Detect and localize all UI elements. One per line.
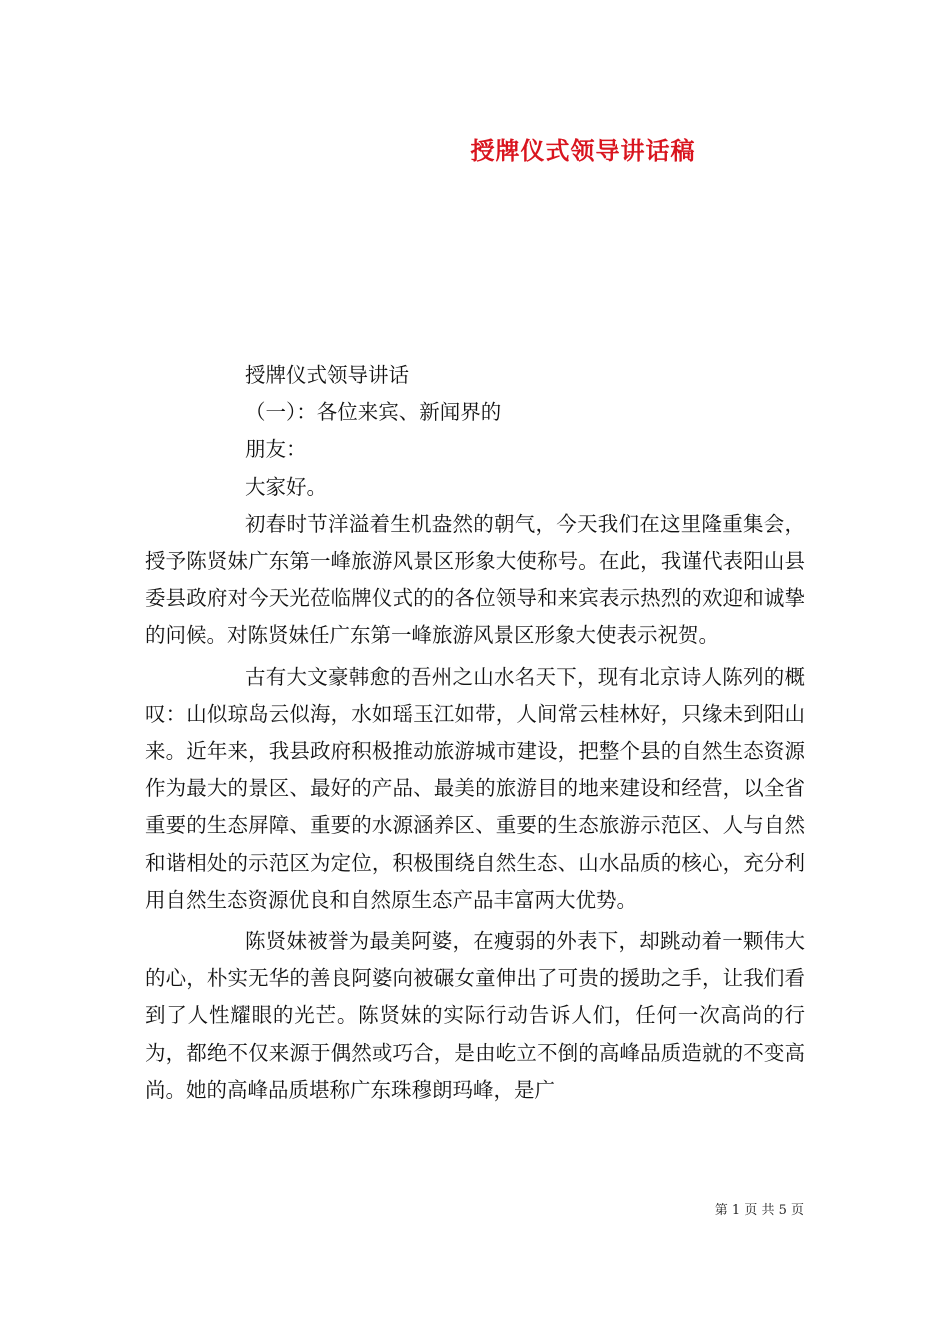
paragraph-2: 古有大文豪韩愈的吾州之山水名天下，现有北京诗人陈列的概叹：山似琼岛云似海，水如瑶玉江如带，人间常云桂林好，只缘未到阳山来。近年来，我县政府积极推动旅游城市建设，把整个县的自然生态资源作为最大的景区、最好的产品、最美的旅游目的地来建设和经营，以全省重要的生态屏障、重要的水源涵养区、重要的生态旅游示范区、人与自然和谐相处的示范区为定位，积极围绕自然生态、山水品质的核心，充分利用自然生态资源优良和自然原生态产品丰富两大优势。 [145, 664, 805, 912]
document-body [145, 357, 805, 1109]
intro-line-friends: 朋友： [245, 437, 307, 462]
paragraph-1: 初春时节洋溢着生机盎然的朝气，今天我们在这里隆重集会，授予陈贤妹广东第一峰旅游风景区形象大使称号。在此，我谨代表阳山县委县政府对今天光莅临牌仪式的的各位领导和来宾表示热烈的欢迎和诚挚的问候。对陈贤妹任广东第一峰旅游风景区形象大使表示祝贺。 [145, 511, 805, 648]
intro-line-greeting: 大家好。 [245, 474, 327, 499]
document-title: 授牌仪式领导讲话稿 [470, 136, 696, 165]
intro-line-heading: 授牌仪式领导讲话 [245, 363, 409, 387]
intro-line-salutation: （一）：各位来宾、新闻界的 [245, 400, 502, 425]
paragraph-3: 陈贤妹被誉为最美阿婆，在瘦弱的外表下，却跳动着一颗伟大的心，朴实无华的善良阿婆向被碾女童伸出了可贵的援助之手，让我们看到了人性耀眼的光芒。陈贤妹的实际行动告诉人们，任何一次高尚的行为，都绝不仅来源于偶然或巧合，是由屹立不倒的高峰品质造就的不变高尚。她的高峰品质堪称广东珠穆朗玛峰，是广 [145, 929, 805, 1102]
page-number: 第 1 页 共 5 页 [714, 1203, 804, 1218]
